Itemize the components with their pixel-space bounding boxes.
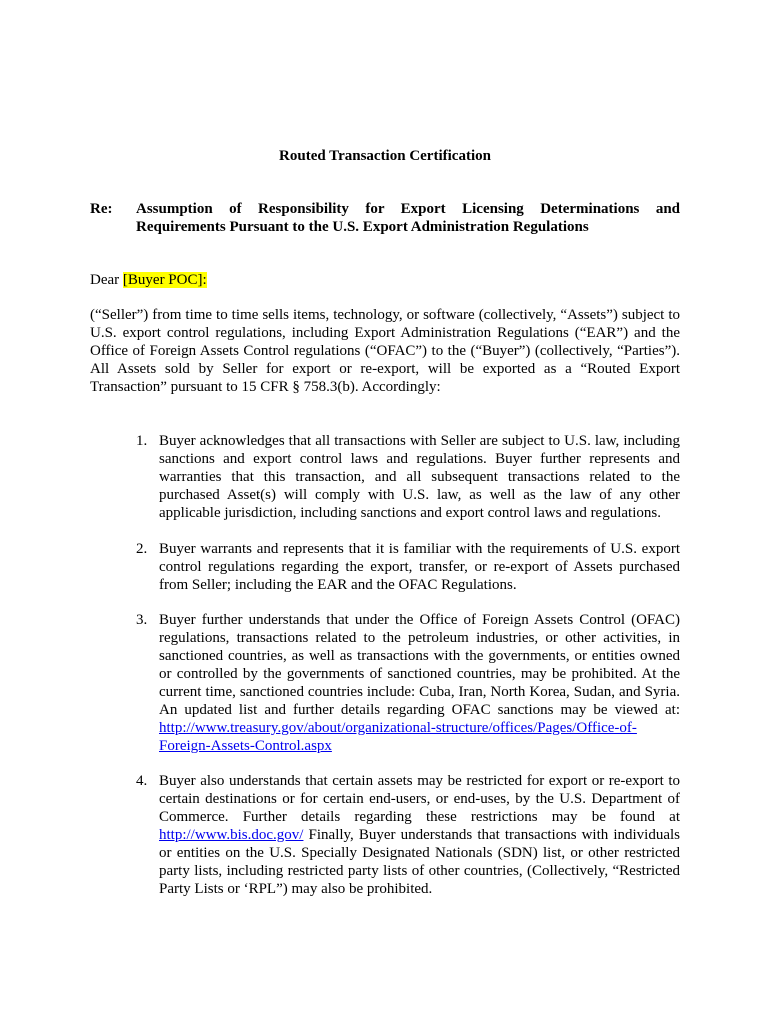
buyer-poc-placeholder: [Buyer POC]: [122, 272, 207, 288]
list-item-4 [136, 772, 680, 898]
list-item-text-part: Finally, Buyer understands that transactions with individuals or entities on the U.S. Specially Designated Nationals (SDN) list, or other restricted party lists, including restricted party lists of other countries, (Collectively, “Restricted Party Lists or ‘RPL”) may also be prohibited. [159, 827, 680, 897]
bis-link[interactable]: http://www.bis.doc.gov/ [159, 827, 304, 843]
list-item-text [159, 772, 680, 898]
list-item-1 [136, 432, 680, 522]
list-item-text: Buyer acknowledges that all transactions with Seller are subject to U.S. law, including sanctions and export control laws and regulations. Buyer further represents and warranties that this transaction, and all subsequent transactions related to the purchased Asset(s) will comply with U.S. law, as well as the law of any other applicable jurisdiction, including sanctions and export control laws and regulations. [159, 433, 680, 521]
list-item-number: 4. [136, 773, 148, 789]
treasury-ofac-link[interactable]: http://www.treasury.gov/about/organizational-structure/offices/Pages/Office-of-Foreign-Assets-Control.aspx [159, 720, 637, 754]
list-item-number: 1. [136, 433, 148, 449]
re-subject: Assumption of Responsibility for Export Licensing Determinations and Requirements Pursuant to the U.S. Export Administration Regulations [136, 201, 680, 235]
list-item-text: Buyer warrants and represents that it is familiar with the requirements of U.S. export control regulations regarding the export, transfer, or re-export of Assets purchased from Seller; including the EAR and the OFAC Regulations. [159, 541, 680, 593]
document-title: Routed Transaction Certification [279, 148, 491, 164]
re-label: Re: [90, 201, 113, 217]
list-item-text-part: Buyer further understands that under the Office of Foreign Assets Control (OFAC) regulations, transactions related to the petroleum industries, or other activities, in sanctioned countries, as well as transactions with the governments, or entities owned or controlled by the governments of sanctioned countries, may be prohibited. At the current time, sanctioned countries include: Cuba, Iran, North Korea, Sudan, and Syria. An updated list and further details regarding OFAC sanctions may be viewed at: [159, 612, 680, 718]
list-item-number: 2. [136, 541, 148, 557]
salutation [90, 271, 207, 289]
intro-paragraph: (“Seller”) from time to time sells items, technology, or software (collectively, “Assets”) subject to U.S. export control regulations, including Export Administration Regulations (“EAR”) and the Office of Foreign Assets Control regulations (“OFAC”) to the (“Buyer”) (collectively, “Parties”). All Assets sold by Seller for export or re-export, will be exported as a “Routed Export Transaction” pursuant to 15 CFR § 758.3(b). Accordingly: [90, 307, 680, 395]
list-item-text-part: Buyer also understands that certain assets may be restricted for export or re-export to certain destinations or for certain end-users, or end-uses, by the U.S. Department of Commerce. Further details regarding these restrictions may be found at [159, 773, 680, 825]
list-item-number: 3. [136, 612, 148, 628]
list-item-2 [136, 540, 680, 594]
list-item-3 [136, 611, 680, 755]
list-item-text [159, 611, 680, 755]
salutation-prefix: Dear [90, 272, 123, 288]
